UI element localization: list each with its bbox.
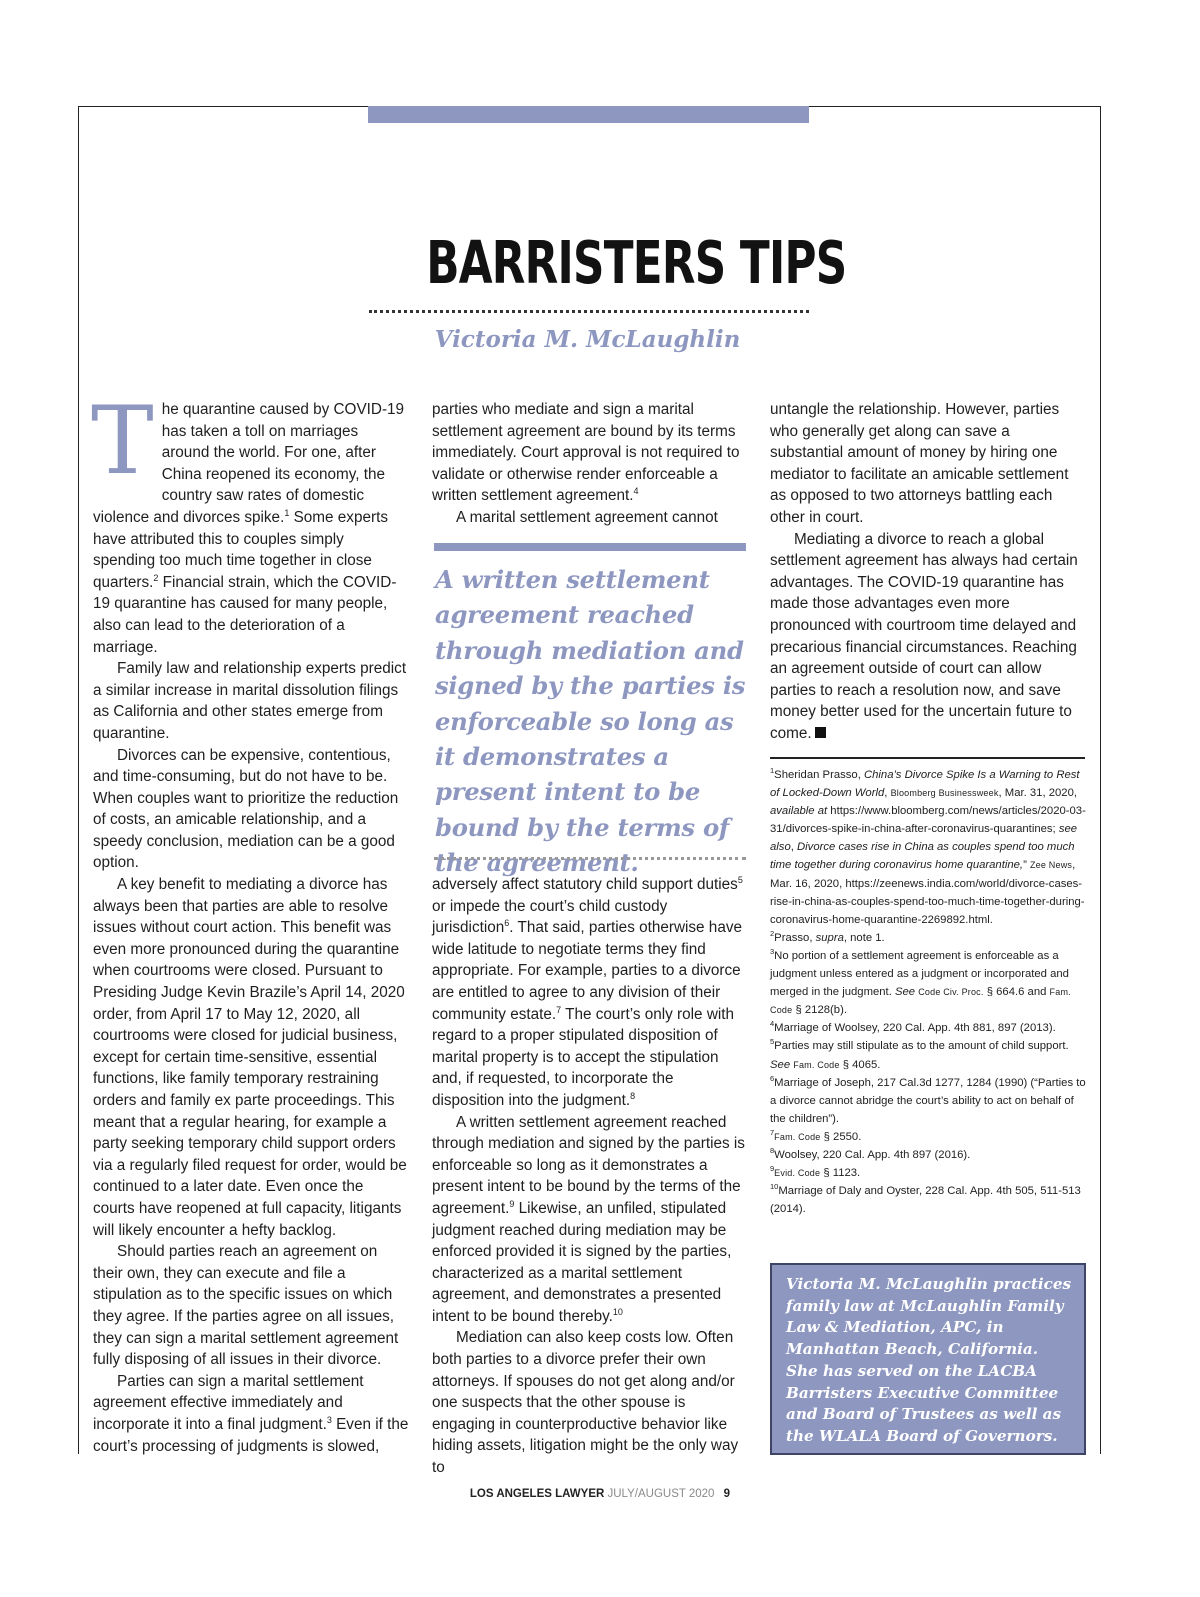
- page-title: BARRISTERS TIPS: [426, 228, 847, 297]
- pull-quote: A written settlement agreement reached through mediation and signed by the parties is enforceable so long as it demonstrates a present intent to be bound by the terms of the agreement.: [435, 565, 746, 878]
- footnote: $^7$Fam. Code § 2550.: [770, 1128, 862, 1143]
- paragraph: Mediating a divorce to reach a global settlement agreement has always had certain advantages. The COVID-19 quarantine has made those advantages even more pronounced with courtroom time delayed and precarious financial circumstances. Reaching an agreement outside of court can allow parties to reach a resolution now, and save money better used for the uncertain future to come.: [770, 530, 1078, 742]
- pull-quote-top-bar: [434, 543, 746, 551]
- author-byline: Victoria M. McLaughlin: [434, 326, 741, 353]
- page-number: 9: [723, 1488, 731, 1500]
- paragraph: The quarantine caused by COVID-19 has taken a toll on marriages around the world. For one, after China reopened its economy, the country saw rates of domestic violence and divorces spike.$^1$ Some experts have attributed this to couples simply spending too much time together in close quarters.$^2$ Financial strain, which the COVID-19 quarantine has caused for many people, also can lead to the deterioration of a marriage.: [91, 387, 405, 656]
- header-accent-bar: [368, 106, 809, 123]
- paragraph: parties who mediate and sign a marital settlement agreement are bound by its terms immediately. Court approval is not required to validate or otherwise render enforceable a written settlement agreement.$^4$: [432, 401, 740, 505]
- publication-name: LOS ANGELES LAWYER: [469, 1488, 605, 1500]
- paragraph: Should parties reach an agreement on their own, they can execute and file a stipulation as to the specific issues on which they agree. If the parties agree on all issues, they can sign a marital settlement agreement fully disposing of all issues in their divorce.: [93, 1243, 399, 1369]
- footnote: $^5$Parties may still stipulate as to the amount of child support. See Fam. Code § 4065.: [770, 1037, 1069, 1071]
- paragraph: untangle the relationship. However, parties who generally get along can save a substantial amount of money by hiring one mediator to facilitate an amicable settlement as opposed to two attorneys battling each other in court.: [770, 401, 1069, 526]
- footnote: $^3$No portion of a settlement agreement is enforceable as a judgment unless entered as a judgment or incorporated and merged in the judgment. See Code Civ. Proc. § 664.6 and Fam. Code § 2128(b).: [770, 947, 1071, 1017]
- footnote: $^1$Sheridan Prasso, China’s Divorce Spike Is a Warning to Rest of Locked-Down World, Bloomberg Businessweek, Mar. 31, 2020, available at https://www.bloomberg.com/news/articles/2020-03-31/divorces-spike-in-china-after-coronavirus-quarantines; see also, Divorce cases rise in China as couples spend too much time together during coronavirus home quarantine,” Zee News, Mar. 16, 2020, https://zeenews.india.com/world/divorce-cases-rise-in-china-as-couples-spend-too-much-time-together-during-coronavirus-home-quarantine-2269892.html.: [770, 766, 1086, 926]
- drop-cap: T: [91, 387, 154, 496]
- article-column-2-top: [432, 399, 746, 529]
- footnotes: [770, 766, 1088, 1218]
- footnote: $^4$Marriage of Woolsey, 220 Cal. App. 4th 881, 897 (2013).: [770, 1019, 1056, 1035]
- footnotes-rule: [770, 757, 1085, 759]
- footnote: $^8$Woolsey, 220 Cal. App. 4th 897 (2016).: [770, 1146, 971, 1161]
- footnote: $^9$Evid. Code § 1123.: [770, 1164, 861, 1180]
- paragraph: A key benefit to mediating a divorce has always been that parties are able to resolve issues without court action. This benefit was even more pronounced during the quarantine when courtrooms were closed. Pursuant to Presiding Judge Kevin Brazile’s April 14, 2020 order, from April 17 to May 12, 2020, all courtrooms were closed for judicial business, except for certain time-sensitive, essential functions, like family temporary restraining orders and family ex parte proceedings. This meant that a regular hearing, for example a party seeking temporary child support orders via a regularly filed request for order, would be continued to a later date. Even once the courts have reopened at full capacity, litigants will likely encounter a hefty backlog.: [93, 876, 407, 1239]
- page-footer: [0, 1488, 1200, 1500]
- footnote: $^6$Marriage of Joseph, 217 Cal.3d 1277, 1284 (1990) (“Parties to a divorce cannot abridge the court’s ability to act on behalf of the children”).: [770, 1073, 1086, 1125]
- issue-date: JULY/AUGUST 2020: [607, 1488, 715, 1500]
- pull-quote-dotted-rule: [434, 857, 746, 860]
- footnote: $^2$Prasso, supra, note 1.: [770, 929, 885, 944]
- article-column-2-bottom: [432, 874, 746, 1479]
- paragraph: A marital settlement agreement cannot: [456, 508, 718, 526]
- footnote: $^{10}$Marriage of Daly and Oyster, 228 Cal. App. 4th 505, 511-513 (2014).: [770, 1182, 1081, 1216]
- paragraph: Mediation can also keep costs low. Often both parties to a divorce prefer their own attorneys. If spouses do not get along and/or one suspects that the other spouse is engaging in counterproductive behavior like hiding assets, litigation might be the only way to: [432, 1329, 739, 1477]
- paragraph: adversely affect statutory child support duties$^5$ or impede the court’s child custody jurisdiction$^6$. That said, parties otherwise have wide latitude to negotiate terms they find appropriate. For example, parties to a divorce are entitled to agree to any division of their community estate.$^7$ The court’s only role with regard to a proper stipulated disposition of marital property is to accept the stipulation and, if requested, to incorporate the disposition into the judgment.$^8$: [432, 874, 743, 1109]
- page-frame-left: [78, 106, 79, 1454]
- end-mark-icon: [815, 727, 826, 738]
- paragraph: Divorces can be expensive, contentious, and time-consuming, but do not have to be. When couples want to prioritize the reduction of costs, an amicable relationship, and a speedy conclusion, mediation can be a good option.: [93, 746, 399, 872]
- page-frame-right: [1100, 106, 1101, 1454]
- paragraph: Parties can sign a marital settlement agreement effective immediately and incorporate it into a final judgment.$^3$ Even if the court’s processing of judgments is slowed,: [93, 1372, 409, 1455]
- paragraph: A written settlement agreement reached through mediation and signed by the parties is enforceable so long as it demonstrates a present intent to be bound by the terms of the agreement.$^9$ Likewise, an unfiled, stipulated judgment reached during mediation may be enforced provided it is signed by the parties, characterized as a marital settlement agreement, and demonstrates a presented intent to be bound thereby.$^{10}$: [432, 1113, 745, 1325]
- article-column-3: [770, 399, 1085, 745]
- author-bio-box: Victoria M. McLaughlin practices family law at McLaughlin Family Law & Mediation, APC, in Manhattan Beach, California. She has served on the LACBA Barristers Executive Committee and Board of Trustees as well as the WLALA Board of Governors.: [770, 1263, 1086, 1455]
- title-dotted-rule: [369, 310, 809, 313]
- paragraph: Family law and relationship experts predict a similar increase in marital dissolution filings as California and other states emerge from quarantine.: [93, 660, 407, 742]
- article-column-1: [91, 387, 409, 1457]
